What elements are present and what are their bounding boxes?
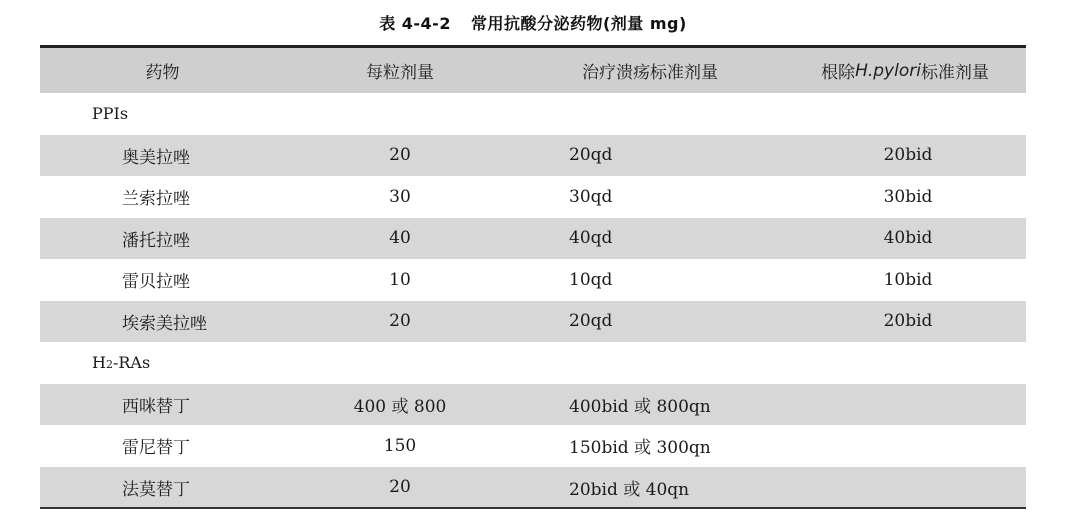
header-drug: 药物 (145, 63, 180, 83)
table-number: 表 4-4-2 (379, 14, 451, 33)
hp-dose: 20bid (883, 145, 933, 166)
drug-name: 兰索拉唑 (122, 189, 190, 210)
group-h2-prefix: H (92, 353, 106, 373)
ulcer-dose: 30qd (569, 186, 613, 207)
table-row (40, 176, 1026, 218)
ulcer-dose: 40qd (569, 228, 613, 249)
hp-dose (790, 425, 1026, 467)
group-label-ppis: PPIs (92, 104, 129, 124)
drug-name: 埃索美拉唑 (122, 313, 207, 334)
group-label-h2ras (40, 342, 307, 384)
table-row (40, 467, 1026, 509)
drug-name: 潘托拉唑 (122, 230, 190, 251)
hp-dose (790, 467, 1026, 509)
drug-dosage-table (40, 48, 1026, 508)
header-hp-prefix: 根除 (821, 63, 856, 83)
hp-dose: 20bid (883, 311, 933, 332)
unit-dose: 20 (389, 145, 411, 166)
unit-dose: 40 (389, 228, 411, 249)
header-hp-suffix: 标准剂量 (920, 63, 989, 83)
hp-dose: 40bid (883, 228, 933, 249)
drug-name: 西咪替丁 (122, 396, 190, 417)
drug-name: 法莫替丁 (122, 479, 190, 500)
group-h2-subscript: 2 (105, 358, 113, 372)
hp-dose: 10bid (883, 269, 933, 290)
table-row (40, 218, 1026, 260)
ulcer-dose: 400bid 或 800qn (569, 396, 711, 417)
hp-dose (790, 384, 1026, 426)
unit-dose: 20 (389, 477, 411, 498)
table-title: 常用抗酸分泌药物(剂量 mg) (470, 14, 687, 33)
table-row (40, 135, 1026, 177)
table-row (40, 301, 1026, 343)
drug-name: 雷贝拉唑 (122, 272, 190, 293)
ulcer-dose: 20qd (569, 145, 613, 166)
drug-name: 雷尼替丁 (122, 438, 190, 459)
hp-dose: 30bid (883, 186, 933, 207)
ulcer-dose: 20bid 或 40qn (569, 479, 690, 500)
table-bottom-rule (40, 507, 1026, 509)
header-ulcer-dose: 治疗溃疡标准剂量 (582, 63, 718, 83)
group-row-h2ras (40, 342, 1026, 384)
unit-dose: 30 (389, 186, 411, 207)
header-hp-organism: H.pylori (855, 60, 921, 81)
table-row (40, 425, 1026, 467)
header-hp-dose (785, 48, 1025, 93)
unit-dose: 20 (389, 311, 411, 332)
drug-name: 奥美拉唑 (122, 147, 190, 168)
group-row-ppis (40, 93, 1026, 135)
table-row (40, 259, 1026, 301)
table-caption (0, 11, 1066, 34)
ulcer-dose: 10qd (569, 269, 613, 290)
table-row (40, 384, 1026, 426)
unit-dose: 150 (383, 435, 417, 456)
unit-dose: 400 或 800 (353, 396, 447, 417)
unit-dose: 10 (389, 269, 411, 290)
ulcer-dose: 150bid 或 300qn (569, 438, 711, 459)
header-unit-dose: 每粒剂量 (366, 63, 434, 83)
table-header-row (40, 48, 1026, 93)
ulcer-dose: 20qd (569, 311, 613, 332)
group-h2-suffix: -RAs (112, 353, 151, 373)
